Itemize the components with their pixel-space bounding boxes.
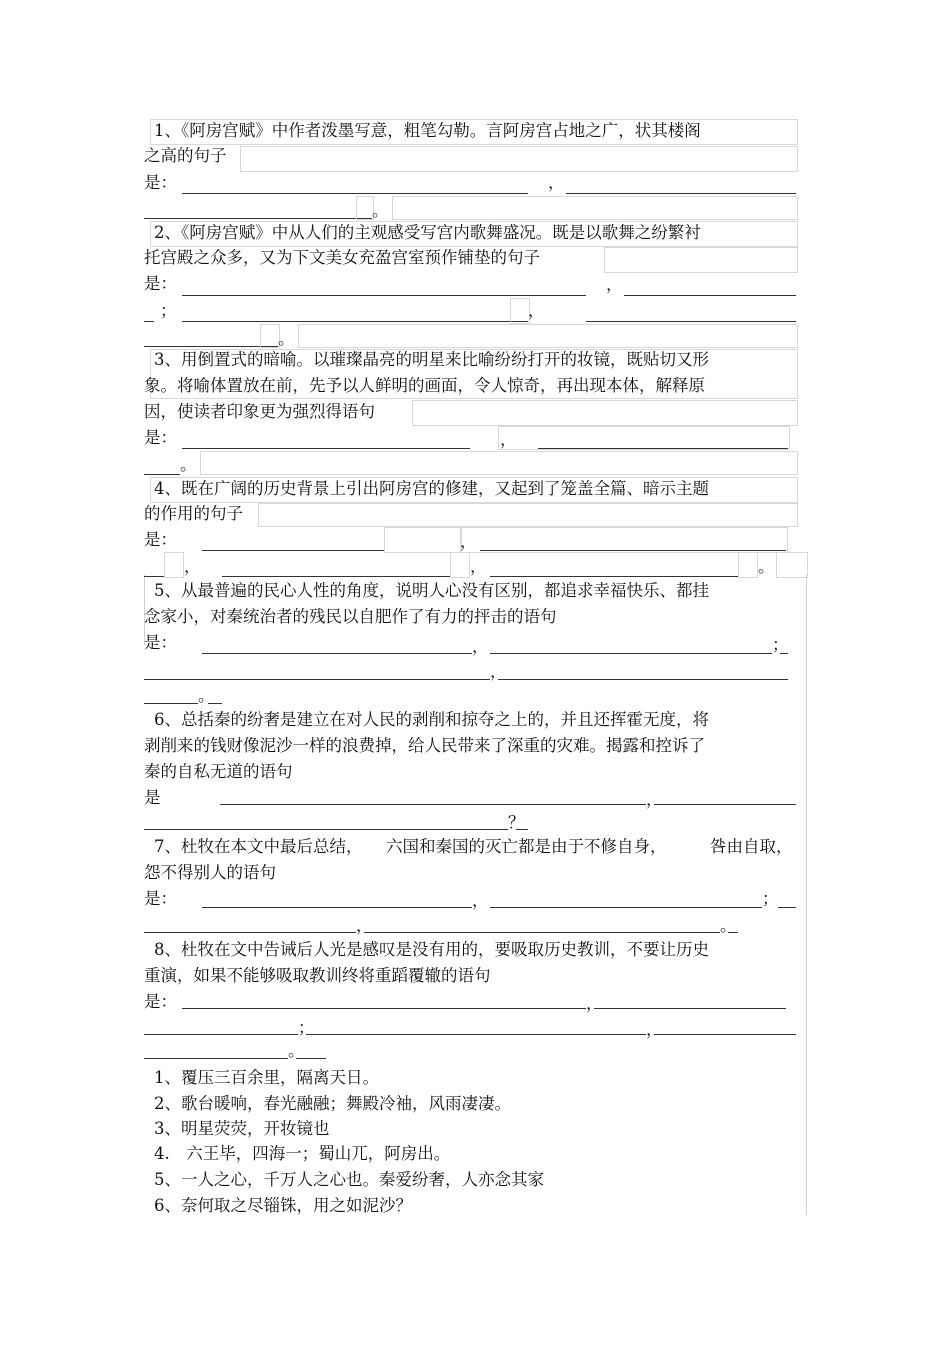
answer-blank[interactable] xyxy=(144,703,198,704)
text-frame xyxy=(258,503,798,527)
question-3-line-3: 因，使读者印象更为强烈得语句 xyxy=(144,402,375,421)
answer-blank[interactable] xyxy=(202,907,472,908)
question-7-line-1a: 7、杜牧在本文中最后总结， xyxy=(154,837,363,856)
answer-blank[interactable] xyxy=(144,346,278,347)
question-7-line-1b: 六国和秦国的灭亡都是由于不修自身， xyxy=(386,837,667,856)
question-1-line-1: 1、《阿房宫赋》中作者泼墨写意，粗笔勾勒。言阿房宫占地之广，状其楼阁 xyxy=(154,121,701,140)
answer-key-3: 3、明星荧荧，开妆镜也 xyxy=(154,1119,330,1138)
text-frame xyxy=(384,527,462,553)
text-frame xyxy=(164,552,184,578)
answer-blank[interactable] xyxy=(144,576,164,577)
text-frame xyxy=(200,451,798,475)
punct-comma: ， xyxy=(548,173,565,192)
question-1-line-2: 之高的句子 xyxy=(144,146,227,165)
answer-prefix: 是： xyxy=(144,173,177,192)
answer-blank[interactable] xyxy=(490,576,738,577)
answer-key-2: 2、歌台暖响，春光融融；舞殿冷袖，风雨凄凄。 xyxy=(154,1094,511,1113)
question-7-line-2: 怨不得别人的语句 xyxy=(144,863,276,882)
punct-period: 。 xyxy=(198,686,215,705)
answer-blank[interactable] xyxy=(498,679,788,680)
answer-blank[interactable] xyxy=(144,321,154,322)
text-frame xyxy=(240,146,798,172)
answer-blank[interactable] xyxy=(490,653,772,654)
question-6-line-1: 6、总括秦的纷奢是建立在对人民的剥削和掠夺之上的，并且还挥霍无度，将 xyxy=(154,710,709,729)
question-2-line-1: 2、《阿房宫赋》中从人们的主观感受写宫内歌舞盛况。既是以歌舞之纷繁衬 xyxy=(154,223,701,242)
answer-blank[interactable] xyxy=(654,804,796,805)
answer-blank[interactable] xyxy=(144,932,356,933)
question-2-line-2: 托宫殿之众多，又为下文美女充盈宫室预作铺垫的句子 xyxy=(144,248,540,267)
answer-key-5: 5、一人之心，千万人之心也。秦爱纷奢，人亦念其家 xyxy=(154,1170,544,1189)
answer-prefix: 是： xyxy=(144,889,177,908)
answer-blank[interactable] xyxy=(296,1058,326,1059)
answer-prefix: 是： xyxy=(144,633,177,652)
punct-question: ？ xyxy=(508,813,525,832)
punct-comma: ， xyxy=(606,275,623,294)
answer-blank[interactable] xyxy=(182,295,586,296)
punct-semicolon: ； xyxy=(298,1018,315,1037)
punct-period: 。 xyxy=(372,201,389,220)
text-frame xyxy=(738,552,758,578)
answer-blank[interactable] xyxy=(594,1008,786,1009)
answer-prefix: 是： xyxy=(144,992,177,1011)
text-frame xyxy=(298,324,798,348)
answer-prefix: 是： xyxy=(144,274,177,293)
punct-comma: ， xyxy=(184,557,201,576)
question-4-line-2: 的作用的句子 xyxy=(144,504,243,523)
punct-comma: ， xyxy=(646,1020,663,1039)
question-5-line-2: 念家小，对秦统治者的残民以自肥作了有力的抨击的语句 xyxy=(144,607,557,626)
answer-blank[interactable] xyxy=(586,321,796,322)
punct-comma: ， xyxy=(356,916,373,935)
text-frame xyxy=(412,400,798,426)
answer-blank[interactable] xyxy=(208,703,222,704)
answer-blank[interactable] xyxy=(728,932,738,933)
margin-rule xyxy=(806,575,807,1215)
text-frame xyxy=(510,298,530,324)
punct-semicolon: ； xyxy=(160,301,177,320)
answer-prefix: 是 xyxy=(144,788,161,807)
answer-blank[interactable] xyxy=(516,829,528,830)
punct-period: 。 xyxy=(758,557,775,576)
punct-period: 。 xyxy=(288,1041,305,1060)
answer-blank[interactable] xyxy=(202,653,472,654)
question-5-line-1: 5、从最普遍的民心人性的角度，说明人心没有区别，都追求幸福快乐、都挂 xyxy=(154,581,709,600)
punct-comma: ， xyxy=(472,891,489,910)
punct-semicolon: ； xyxy=(762,889,779,908)
answer-blank[interactable] xyxy=(778,907,796,908)
punct-period: 。 xyxy=(278,329,295,348)
question-8-line-2: 重演，如果不能够吸取教训终将重蹈覆辙的语句 xyxy=(144,966,491,985)
text-frame xyxy=(604,247,798,273)
answer-blank[interactable] xyxy=(780,653,788,654)
text-frame xyxy=(498,426,790,450)
punct-comma: ， xyxy=(472,637,489,656)
answer-blank[interactable] xyxy=(182,1008,586,1009)
question-6-line-2: 剥削来的钱财像泥沙一样的浪费掉，给人民带来了深重的灾难。揭露和控诉了 xyxy=(144,736,705,755)
answer-blank[interactable] xyxy=(566,193,796,194)
answer-prefix: 是： xyxy=(144,428,177,447)
answer-blank[interactable] xyxy=(144,218,372,219)
text-frame xyxy=(260,324,280,348)
punct-period: 。 xyxy=(720,916,737,935)
answer-blank[interactable] xyxy=(144,1034,298,1035)
question-7-line-1c: 咎由自取， xyxy=(710,837,793,856)
answer-blank[interactable] xyxy=(144,1058,288,1059)
answer-blank[interactable] xyxy=(364,932,720,933)
punct-comma: ， xyxy=(470,557,487,576)
answer-blank[interactable] xyxy=(182,448,470,449)
question-3-line-1: 3、用倒置式的暗喻。以璀璨晶亮的明星来比喻纷纷打开的妆镜，既贴切又形 xyxy=(154,350,709,369)
punct-comma: ， xyxy=(500,430,517,449)
question-8-line-1: 8、杜牧在文中告诫后人光是感叹是没有用的，要吸取历史教训，不要让历史 xyxy=(154,940,709,959)
answer-blank[interactable] xyxy=(182,193,528,194)
punct-comma: ， xyxy=(460,532,477,551)
answer-blank[interactable] xyxy=(222,576,450,577)
answer-key-1: 1、覆压三百余里，隔离天日。 xyxy=(154,1068,379,1087)
answer-blank[interactable] xyxy=(220,804,646,805)
punct-period: 。 xyxy=(180,455,197,474)
answer-blank[interactable] xyxy=(624,295,796,296)
answer-blank[interactable] xyxy=(144,474,180,475)
answer-key-6: 6、奈何取之尽锱铢，用之如泥沙？ xyxy=(154,1196,412,1215)
punct-comma: ， xyxy=(586,994,603,1013)
answer-blank[interactable] xyxy=(654,1034,796,1035)
punct-comma: ， xyxy=(528,301,545,320)
punct-comma: ， xyxy=(490,662,507,681)
answer-key-4: 4. 六王毕，四海一；蜀山兀，阿房出。 xyxy=(154,1144,451,1163)
answer-prefix: 是： xyxy=(144,530,177,549)
answer-blank[interactable] xyxy=(144,829,508,830)
text-frame xyxy=(776,552,808,578)
question-6-line-3: 秦的自私无道的语句 xyxy=(144,762,293,781)
punct-semicolon: ； xyxy=(772,635,789,654)
answer-blank[interactable] xyxy=(202,550,384,551)
answer-blank[interactable] xyxy=(144,679,490,680)
answer-blank[interactable] xyxy=(182,321,528,322)
punct-comma: ， xyxy=(646,790,663,809)
text-frame xyxy=(392,196,798,220)
answer-blank[interactable] xyxy=(306,1034,646,1035)
text-frame xyxy=(450,552,470,578)
text-frame xyxy=(460,527,788,553)
question-4-line-1: 4、既在广阔的历史背景上引出阿房宫的修建，又起到了笼盖全篇、暗示主题 xyxy=(154,479,709,498)
answer-blank[interactable] xyxy=(490,907,762,908)
question-3-line-2: 象。将喻体置放在前，先予以人鲜明的画面，令人惊奇，再出现本体，解释原 xyxy=(144,376,705,395)
